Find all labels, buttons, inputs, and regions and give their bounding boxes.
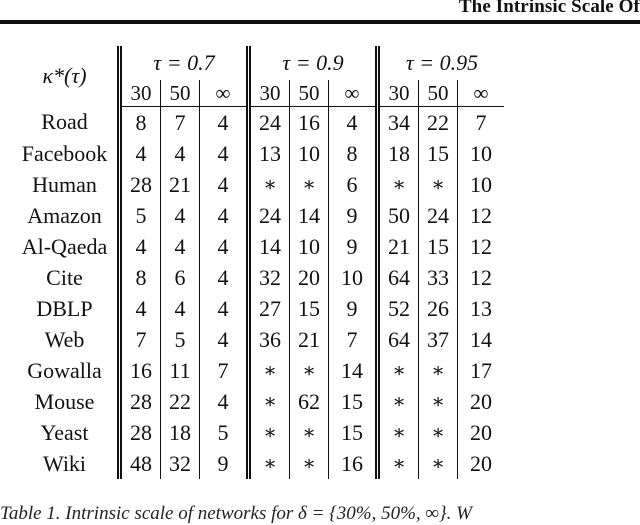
table-row — [12, 417, 504, 448]
table-cell: 4 — [200, 138, 249, 169]
table-cell: 34 — [378, 107, 419, 139]
table-caption: Table 1. Intrinsic scale of networks for δ = {30%, 50%, ∞}. W — [0, 503, 472, 524]
table-cell: 12 — [458, 231, 505, 262]
row-label: Road — [41, 109, 88, 135]
table-cell: ∗ — [290, 169, 329, 200]
table-cell: 15 — [329, 386, 378, 417]
row-label: Yeast — [40, 419, 89, 445]
table-cell: 10 — [290, 231, 329, 262]
table-cell: 18 — [161, 417, 200, 448]
col-header: 50 — [290, 80, 329, 107]
table-cell: 5 — [120, 200, 161, 231]
table-cell: 32 — [249, 262, 290, 293]
col-header: ∞ — [200, 80, 249, 107]
table-cell: 21 — [378, 231, 419, 262]
table-cell: 14 — [249, 231, 290, 262]
table-cell: ∗ — [249, 417, 290, 448]
table-cell: 16 — [120, 355, 161, 386]
table-cell: ∗ — [419, 386, 458, 417]
table-cell: 4 — [200, 169, 249, 200]
table-cell: 20 — [458, 386, 505, 417]
table-cell: 4 — [120, 138, 161, 169]
table-cell: 27 — [249, 293, 290, 324]
row-label: Mouse — [34, 388, 95, 414]
corner-label: κ*(τ) — [42, 63, 87, 89]
table-cell: ∗ — [249, 355, 290, 386]
table-cell: 5 — [161, 324, 200, 355]
table-cell: ∗ — [378, 355, 419, 386]
table-cell: 10 — [329, 262, 378, 293]
group-header-tau-0-7: τ = 0.7 — [120, 46, 249, 80]
table-cell: 9 — [329, 231, 378, 262]
table-cell: 8 — [120, 107, 161, 139]
table-cell: 6 — [161, 262, 200, 293]
table-cell: 26 — [419, 293, 458, 324]
table-cell: ∗ — [378, 417, 419, 448]
table-row — [12, 448, 504, 479]
table-cell: 4 — [200, 231, 249, 262]
table-cell: ∗ — [378, 386, 419, 417]
table-cell: ∗ — [419, 448, 458, 479]
table-cell: 7 — [329, 324, 378, 355]
table-cell: ∗ — [249, 169, 290, 200]
table-cell: 62 — [290, 386, 329, 417]
table-cell: 17 — [458, 355, 505, 386]
table-cell: ∗ — [419, 169, 458, 200]
table-row — [12, 169, 504, 200]
table-cell: 4 — [200, 200, 249, 231]
table-cell: 10 — [458, 138, 505, 169]
table-cell: 20 — [458, 417, 505, 448]
table-cell: 5 — [200, 417, 249, 448]
group-header-tau-0-9: τ = 0.9 — [249, 46, 378, 80]
table-row — [12, 107, 504, 139]
table-cell: 15 — [419, 138, 458, 169]
row-label: Cite — [46, 264, 83, 290]
table-cell: 7 — [120, 324, 161, 355]
table-cell: 14 — [329, 355, 378, 386]
col-header: ∞ — [329, 80, 378, 107]
top-rule — [0, 20, 640, 24]
table-cell: 24 — [249, 200, 290, 231]
table-cell: ∗ — [249, 448, 290, 479]
row-label: DBLP — [36, 295, 93, 321]
row-label: Amazon — [27, 202, 102, 228]
row-label: Al-Qaeda — [21, 233, 108, 259]
table-cell: ∗ — [419, 417, 458, 448]
table-cell: 18 — [378, 138, 419, 169]
table-cell: 10 — [458, 169, 505, 200]
table-cell: 24 — [419, 200, 458, 231]
table-cell: ∗ — [290, 355, 329, 386]
table-cell: 15 — [329, 417, 378, 448]
table-cell: 4 — [120, 231, 161, 262]
table-cell: 22 — [161, 386, 200, 417]
row-label: Gowalla — [27, 357, 102, 383]
running-head: The Intrinsic Scale Of — [458, 0, 640, 17]
table-row — [12, 262, 504, 293]
table-cell: 32 — [161, 448, 200, 479]
table-cell: 16 — [290, 107, 329, 139]
table-cell: 4 — [329, 107, 378, 139]
table-cell: 12 — [458, 200, 505, 231]
table-cell: 11 — [161, 355, 200, 386]
table-cell: ∗ — [378, 448, 419, 479]
table-cell: 64 — [378, 324, 419, 355]
col-header: 30 — [249, 80, 290, 107]
table-cell: 4 — [161, 200, 200, 231]
table-cell: 48 — [120, 448, 161, 479]
col-header: 50 — [419, 80, 458, 107]
table-cell: 52 — [378, 293, 419, 324]
table-cell: 4 — [161, 293, 200, 324]
table-cell: 4 — [161, 138, 200, 169]
table-cell: 21 — [290, 324, 329, 355]
table-cell: 50 — [378, 200, 419, 231]
table-cell: 37 — [419, 324, 458, 355]
row-label: Wiki — [42, 450, 87, 476]
group-header-tau-0-95: τ = 0.95 — [378, 46, 505, 80]
table-row — [12, 231, 504, 262]
table-cell: 28 — [120, 169, 161, 200]
table-row — [12, 386, 504, 417]
table-cell: 28 — [120, 386, 161, 417]
table-cell: 21 — [161, 169, 200, 200]
row-label: Web — [44, 326, 85, 352]
row-label: Human — [32, 171, 97, 197]
table-cell: 15 — [419, 231, 458, 262]
table-body — [12, 107, 504, 480]
table-cell: 20 — [290, 262, 329, 293]
table-cell: 4 — [200, 293, 249, 324]
col-header: 30 — [378, 80, 419, 107]
table-cell: 4 — [161, 231, 200, 262]
table-cell: 15 — [290, 293, 329, 324]
table-cell: 9 — [329, 293, 378, 324]
table-row — [12, 200, 504, 231]
table-cell: 13 — [249, 138, 290, 169]
table-cell: 22 — [419, 107, 458, 139]
table-cell: ∗ — [378, 169, 419, 200]
table-cell: ∗ — [290, 448, 329, 479]
table-cell: ∗ — [249, 386, 290, 417]
table-cell: 64 — [378, 262, 419, 293]
table-cell: 12 — [458, 262, 505, 293]
col-header: 30 — [120, 80, 161, 107]
table-cell: 8 — [329, 138, 378, 169]
table-cell: 13 — [458, 293, 505, 324]
table-cell: 28 — [120, 417, 161, 448]
table-cell: 14 — [290, 200, 329, 231]
table-cell: 4 — [200, 386, 249, 417]
table-row — [12, 293, 504, 324]
table-cell: 9 — [200, 448, 249, 479]
table-cell: 14 — [458, 324, 505, 355]
table-cell: 7 — [161, 107, 200, 139]
table-cell: 24 — [249, 107, 290, 139]
col-header: 50 — [161, 80, 200, 107]
table-cell: ∗ — [290, 417, 329, 448]
table-cell: 8 — [120, 262, 161, 293]
table-cell: 6 — [329, 169, 378, 200]
table-cell: 16 — [329, 448, 378, 479]
table-cell: 4 — [200, 262, 249, 293]
table-row — [12, 324, 504, 355]
table-cell: 7 — [200, 355, 249, 386]
table-cell: 7 — [458, 107, 505, 139]
col-header: ∞ — [458, 80, 505, 107]
table-cell: 9 — [329, 200, 378, 231]
table-cell: 10 — [290, 138, 329, 169]
table-cell: 4 — [200, 107, 249, 139]
table-cell: 36 — [249, 324, 290, 355]
table-cell: 33 — [419, 262, 458, 293]
header-row-groups — [12, 46, 504, 80]
table-row — [12, 138, 504, 169]
table-cell: 4 — [200, 324, 249, 355]
table-cell: 4 — [120, 293, 161, 324]
table-row — [12, 355, 504, 386]
row-label: Facebook — [21, 140, 108, 166]
intrinsic-scale-table — [12, 46, 504, 479]
table-cell: 20 — [458, 448, 505, 479]
table-cell: ∗ — [419, 355, 458, 386]
